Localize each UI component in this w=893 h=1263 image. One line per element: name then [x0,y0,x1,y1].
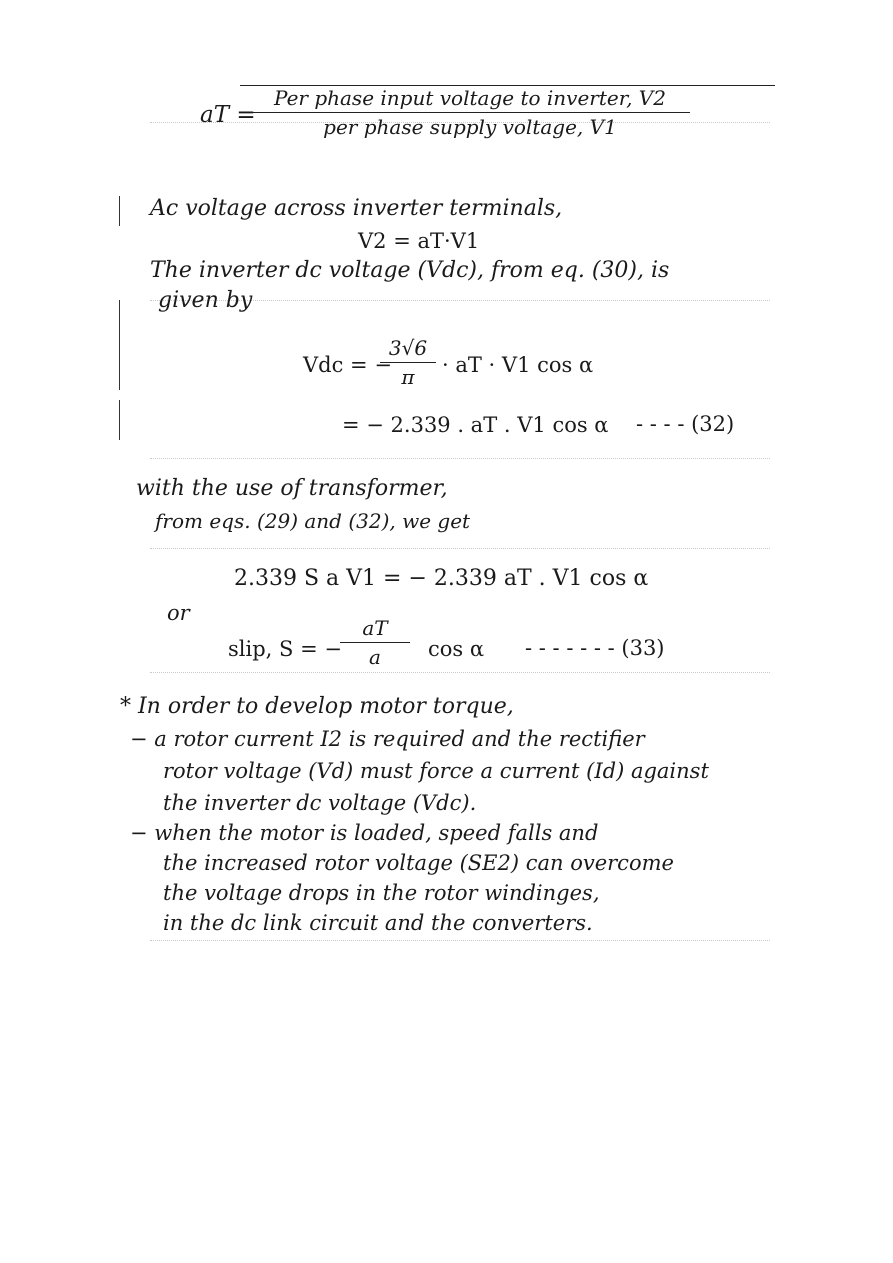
eq-at-fraction [250,86,690,139]
fraction-bar [250,112,690,113]
faint-ruling [150,548,770,549]
margin-mark [119,196,120,226]
text-line-with-transformer: with the use of transformer, [136,476,448,501]
eq-33-numerator: aT [362,616,388,640]
eq-33-rhs: cos α [428,637,485,661]
faint-ruling [150,940,770,941]
note-1-line-3: the inverter dc voltage (Vdc). [163,791,477,815]
eq-32-expression: = − 2.339 . aT . V1 cos α [342,413,609,437]
margin-mark [119,300,120,390]
note-2-line-2: the increased rotor voltage (SE2) can overcome [163,851,674,875]
text-or: or [167,601,190,625]
eq-33-lhs: slip, S = − [228,637,342,661]
faint-ruling [150,458,770,459]
note-1-line-2: rotor voltage (Vd) must force a current (Id) against [163,759,709,783]
fraction-bar [340,642,410,643]
eq-33-denominator: a [369,645,381,669]
eq-at-lhs: aT = [200,102,256,128]
eq-vdc-numerator: 3√6 [388,336,428,360]
eq-vdc-fraction [380,336,436,389]
text-line-ac-voltage: Ac voltage across inverter terminals, [150,196,563,221]
eq-balance: 2.339 S a V1 = − 2.339 aT . V1 cos α [234,566,649,591]
note-2-line-3: the voltage drops in the rotor windinges, [163,881,600,905]
note-2-line-1: − when the motor is loaded, speed falls and [130,821,599,845]
eq-33-fraction [340,616,410,669]
eq-at-denominator: per phase supply voltage, V1 [323,115,617,139]
eq-vdc-lhs: Vdc = − [303,353,392,377]
notes-heading: * In order to develop motor torque, [120,694,514,719]
eq-vdc-denominator: π [401,365,415,389]
text-line-given-by: given by [158,288,253,313]
eq-32-tag: - - - - (32) [636,412,735,436]
margin-mark [119,400,120,440]
eq-v2: V2 = aT·V1 [358,229,480,253]
fraction-bar [380,362,436,363]
eq-at-numerator: Per phase input voltage to inverter, V2 [274,86,666,110]
note-2-line-4: in the dc link circuit and the converters. [163,911,593,935]
eq-vdc-rhs: · aT · V1 cos α [442,353,594,377]
text-line-inverter-dc: The inverter dc voltage (Vdc), from eq. (30), is [150,258,670,283]
faint-ruling [150,672,770,673]
eq-33-tag: - - - - - - - (33) [525,636,665,660]
text-line-from-eqs: from eqs. (29) and (32), we get [155,509,471,533]
note-1-line-1: − a rotor current I2 is required and the rectifier [130,727,645,751]
